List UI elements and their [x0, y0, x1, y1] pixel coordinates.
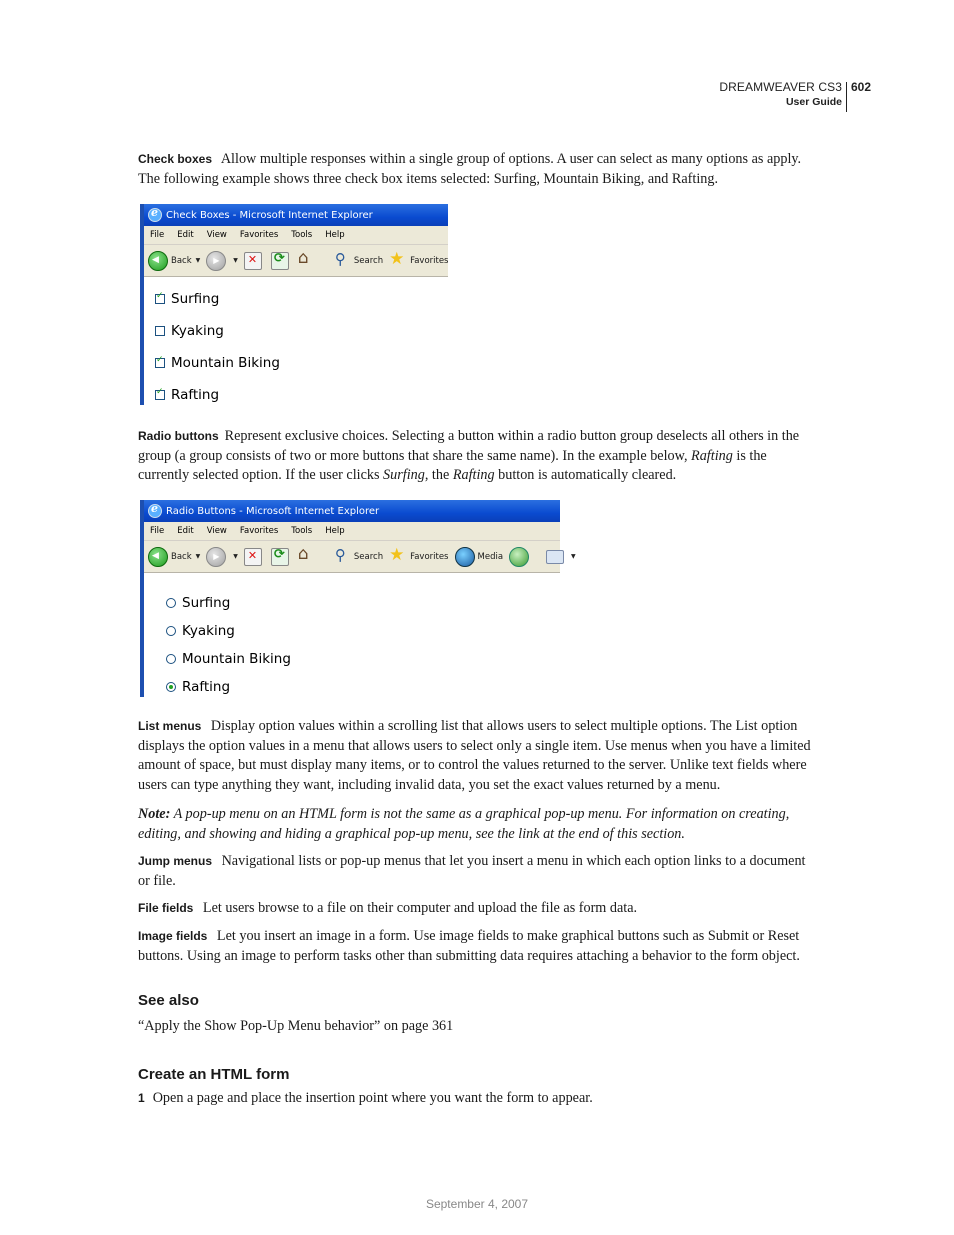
menu-file[interactable]: File: [150, 526, 165, 536]
favorites-label: Favorites: [410, 255, 449, 266]
checkbox-menubar: [144, 226, 448, 245]
radio-paragraph: [138, 427, 818, 486]
note-paragraph: [138, 805, 818, 844]
favorites-button[interactable]: [389, 252, 448, 270]
refresh-icon: [271, 252, 289, 270]
menu-tools[interactable]: Tools: [291, 230, 313, 240]
radio-em-3: Rafting: [452, 467, 495, 484]
radio-content: [144, 573, 560, 699]
radio-label: Kyaking: [182, 623, 235, 639]
checkbox-label: Surfing: [171, 291, 220, 307]
radio-text-2: is the currently selected option. If the user clicks: [138, 447, 767, 484]
radio-window-title: Radio Buttons - Microsoft Internet Explorer: [166, 505, 380, 517]
search-icon: [333, 252, 351, 270]
menu-help[interactable]: Help: [325, 526, 345, 536]
list-menus-text: Display option values within a scrolling list that allows users to select multiple options. The List option displays the option values in a menu that allows users to select only a single item. Use menus when you have a limited amount of space, but must display many items, or to control the values returned to the server. Unlike text fields where users can type anything they want, including invalid data, you set the exact values returned by a menu.: [138, 718, 811, 793]
checkbox-checked[interactable]: [155, 294, 165, 304]
checkbox-window-titlebar: [144, 204, 448, 226]
jump-menus-text: Navigational lists or pop-up menus that let you insert a menu in which each option links to a document or file.: [138, 853, 806, 889]
menu-edit[interactable]: Edit: [177, 230, 194, 240]
media-button[interactable]: [455, 547, 504, 567]
footer-date: September 4, 2007: [425, 1197, 529, 1211]
radio-label: Mountain Biking: [182, 651, 291, 667]
checkbox-option-surfing[interactable]: [155, 291, 219, 307]
file-fields-paragraph: [138, 899, 818, 919]
favorites-label: Favorites: [410, 551, 449, 562]
search-button[interactable]: [333, 252, 383, 270]
page-number: 602: [851, 80, 872, 94]
home-button[interactable]: [298, 548, 319, 566]
menu-tools[interactable]: Tools: [291, 526, 313, 536]
checkbox-checked[interactable]: [155, 358, 165, 368]
stop-button[interactable]: [244, 548, 265, 566]
term-list-menus: List menus: [138, 719, 202, 733]
checkbox-label: Mountain Biking: [171, 355, 280, 371]
radio-unselected[interactable]: [166, 626, 176, 636]
menu-view[interactable]: View: [206, 526, 227, 536]
menu-favorites[interactable]: Favorites: [239, 230, 279, 240]
menu-view[interactable]: View: [206, 230, 227, 240]
menu-help[interactable]: Help: [325, 230, 345, 240]
menu-file[interactable]: File: [150, 230, 165, 240]
radio-window-titlebar: [144, 500, 560, 522]
mail-envelope-icon: [546, 550, 564, 564]
forward-button[interactable]: [206, 547, 238, 567]
dropdown-caret-icon: ▼: [233, 553, 238, 560]
stop-icon: [244, 252, 262, 270]
checkboxes-text: Allow multiple responses within a single group of options. A user can select as many options as apply. The following example shows three check box items selected: Surfing, Mountain Biking, and Rafting.: [138, 151, 802, 187]
radio-unselected[interactable]: [166, 598, 176, 608]
search-button[interactable]: [333, 548, 383, 566]
ie-icon: [148, 504, 162, 518]
back-button[interactable]: [148, 547, 200, 567]
back-label: Back: [171, 255, 192, 266]
favorites-star-icon: [389, 252, 407, 270]
radio-label: Rafting: [182, 679, 231, 695]
step-number: 1: [138, 1091, 145, 1105]
file-fields-text: Let users browse to a file on their computer and upload the file as form data.: [202, 900, 638, 916]
jump-menus-paragraph: [138, 852, 818, 891]
dropdown-caret-icon: ▼: [195, 257, 201, 264]
term-radio-buttons: Radio buttons: [138, 429, 219, 443]
stop-icon: [244, 548, 262, 566]
step-1: [138, 1089, 818, 1109]
radio-text-3: , the: [424, 467, 453, 484]
radio-option-surfing[interactable]: [166, 595, 230, 611]
radio-window-screenshot: [140, 500, 576, 697]
checkbox-option-mountain-biking[interactable]: [155, 355, 280, 371]
search-icon: [333, 548, 351, 566]
back-button[interactable]: [148, 251, 200, 271]
mail-button[interactable]: [546, 550, 576, 564]
checkbox-label: Rafting: [171, 387, 220, 403]
menu-favorites[interactable]: Favorites: [239, 526, 279, 536]
back-arrow-icon: [148, 547, 168, 567]
radio-em-2: Surfing: [383, 467, 425, 484]
create-form-heading: Create an HTML form: [138, 1066, 290, 1083]
radio-option-rafting[interactable]: [166, 679, 230, 695]
checkbox-label: Kyaking: [171, 323, 224, 339]
step-text: Open a page and place the insertion point where you want the form to appear.: [152, 1090, 593, 1106]
checkboxes-paragraph: [138, 150, 818, 189]
favorites-button[interactable]: [389, 548, 448, 566]
product-name: DREAMWEAVER CS3: [719, 80, 842, 94]
checkbox-checked[interactable]: [155, 390, 165, 400]
note-lead: Note:: [138, 806, 171, 822]
see-also-link[interactable]: “Apply the Show Pop-Up Menu behavior” on page 361: [138, 1018, 454, 1034]
radio-menubar: [144, 522, 560, 541]
search-label: Search: [353, 255, 384, 266]
stop-button[interactable]: [244, 252, 265, 270]
home-button[interactable]: [298, 252, 319, 270]
checkbox-toolbar: [144, 245, 448, 277]
refresh-icon: [271, 548, 289, 566]
see-also-heading: See also: [138, 992, 199, 1009]
home-icon: [298, 252, 316, 270]
checkbox-option-rafting[interactable]: [155, 387, 219, 403]
refresh-button[interactable]: [271, 548, 292, 566]
term-check-boxes: Check boxes: [138, 152, 213, 166]
search-label: Search: [353, 551, 384, 562]
checkbox-option-kyaking[interactable]: [155, 323, 224, 339]
checkbox-window-screenshot: [140, 204, 448, 405]
radio-toolbar: [144, 541, 576, 573]
radio-option-kyaking[interactable]: [166, 623, 235, 639]
media-globe-icon: [455, 547, 475, 567]
radio-text-1: Represent exclusive choices. Selecting a button within a radio button group deselects all others in the group (a group consists of two or more buttons that share the same name). In the example below,: [138, 428, 800, 464]
forward-arrow-icon: [206, 547, 226, 567]
term-image-fields: Image fields: [138, 929, 208, 943]
image-fields-paragraph: [138, 927, 818, 966]
back-arrow-icon: [148, 251, 168, 271]
term-file-fields: File fields: [138, 901, 194, 915]
menu-edit[interactable]: Edit: [177, 526, 194, 536]
note-text: A pop-up menu on an HTML form is not the same as a graphical pop-up menu. For information on creating, editing, and showing and hiding a graphical pop-up menu, see the link at the end of this section.: [138, 806, 790, 842]
dropdown-caret-icon: ▼: [233, 257, 238, 264]
radio-option-mountain-biking[interactable]: [166, 651, 291, 667]
list-menus-paragraph: [138, 717, 818, 795]
radio-em-1: Rafting: [691, 447, 733, 464]
term-jump-menus: Jump menus: [138, 854, 213, 868]
forward-arrow-icon: [206, 251, 226, 271]
media-label: Media: [477, 551, 504, 562]
dropdown-caret-icon: ▼: [571, 553, 576, 560]
favorites-star-icon: [389, 548, 407, 566]
checkbox-unchecked[interactable]: [155, 326, 165, 336]
history-button[interactable]: [509, 547, 532, 567]
forward-button[interactable]: [206, 251, 238, 271]
checkbox-content: [144, 277, 448, 407]
home-icon: [298, 548, 316, 566]
ie-icon: [148, 208, 162, 222]
radio-label: Surfing: [182, 595, 231, 611]
history-icon: [509, 547, 529, 567]
image-fields-text: Let you insert an image in a form. Use image fields to make graphical buttons such as Submit or Reset buttons. Using an image to perform tasks other than submitting data requires attaching a behavior to the form object.: [138, 928, 800, 964]
checkbox-window-title: Check Boxes - Microsoft Internet Explorer: [166, 209, 373, 221]
radio-text-4: button is automatically cleared.: [494, 467, 677, 484]
radio-unselected[interactable]: [166, 654, 176, 664]
radio-selected[interactable]: [166, 682, 176, 692]
guide-name: User Guide: [785, 96, 842, 108]
refresh-button[interactable]: [271, 252, 292, 270]
header-divider: [846, 82, 847, 112]
back-label: Back: [171, 551, 192, 562]
page-header: [0, 78, 954, 118]
dropdown-caret-icon: ▼: [195, 553, 201, 560]
